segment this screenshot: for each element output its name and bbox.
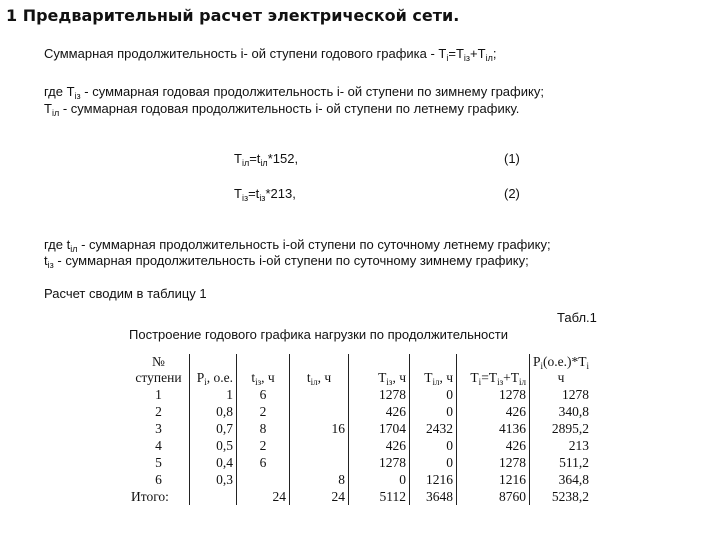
definition-winter: где $T_{iз}$ - суммарная годовая продолжительность i- ой ступени по зимнему графику;	[44, 84, 544, 101]
table-header-row	[128, 354, 592, 386]
page-title: 1 Предварительный расчет электрической сети.	[6, 6, 460, 25]
header-t-winter: $t_{iз}$, ч	[237, 354, 290, 386]
formula-1: $T_{iл}=t_{iл}*152$,	[234, 151, 299, 168]
definition-daily-winter: $t_{iз}$ - суммарная продолжительность i-ой ступени по суточному зимнему графику;	[44, 253, 529, 270]
header-T-total: $T_i=T_{iз}+T_{iл}$	[457, 354, 530, 386]
header-T-summer: $T_{iл}$, ч	[410, 354, 457, 386]
formula-1-number: (1)	[504, 151, 520, 166]
definition-summer: $T_{iл}$ - суммарная годовая продолжительность i- ой ступени по летнему графику.	[44, 101, 520, 118]
header-step: № ступени	[135, 354, 182, 385]
table-row: 2 0,8 2 426 0 426 340,8	[128, 403, 592, 420]
table-row: 6 0,3 8 0 1216 1216 364,8	[128, 471, 592, 488]
header-t-summer: $t_{iл}$, ч	[290, 354, 349, 386]
table-caption: Построение годового графика нагрузки по продолжительности	[129, 327, 508, 342]
definition-daily-summer: где $t_{iл}$ - суммарная продолжительность i-ой ступени по суточному летнему графику;	[44, 237, 551, 254]
formula-2-number: (2)	[504, 186, 520, 201]
table-row: 3 0,7 8 16 1704 2432 4136 2895,2	[128, 420, 592, 437]
table-row: 4 0,5 2 426 0 426 213	[128, 437, 592, 454]
summary-text: Расчет сводим в таблицу 1	[44, 286, 207, 301]
table-row: 5 0,4 6 1278 0 1278 511,2	[128, 454, 592, 471]
header-power: $P_i$, о.е.	[190, 354, 237, 386]
table-row: 1 1 6 1278 0 1278 1278	[128, 386, 592, 403]
table-total-row: Итого: 24 24 5112 3648 8760 5238,2	[128, 488, 592, 505]
header-energy: $P_i(о.е.)*T_i$ ч	[530, 354, 593, 386]
intro-line: Суммарная продолжительность i- ой ступени годового графика - $T_i=T_{iз}+T_{iл}$;	[44, 46, 497, 63]
header-T-winter: $T_{iз}$, ч	[349, 354, 410, 386]
load-duration-table	[128, 354, 592, 505]
formula-2: $T_{iз}=t_{iз}*213$,	[234, 186, 296, 203]
table-label: Табл.1	[557, 310, 597, 325]
